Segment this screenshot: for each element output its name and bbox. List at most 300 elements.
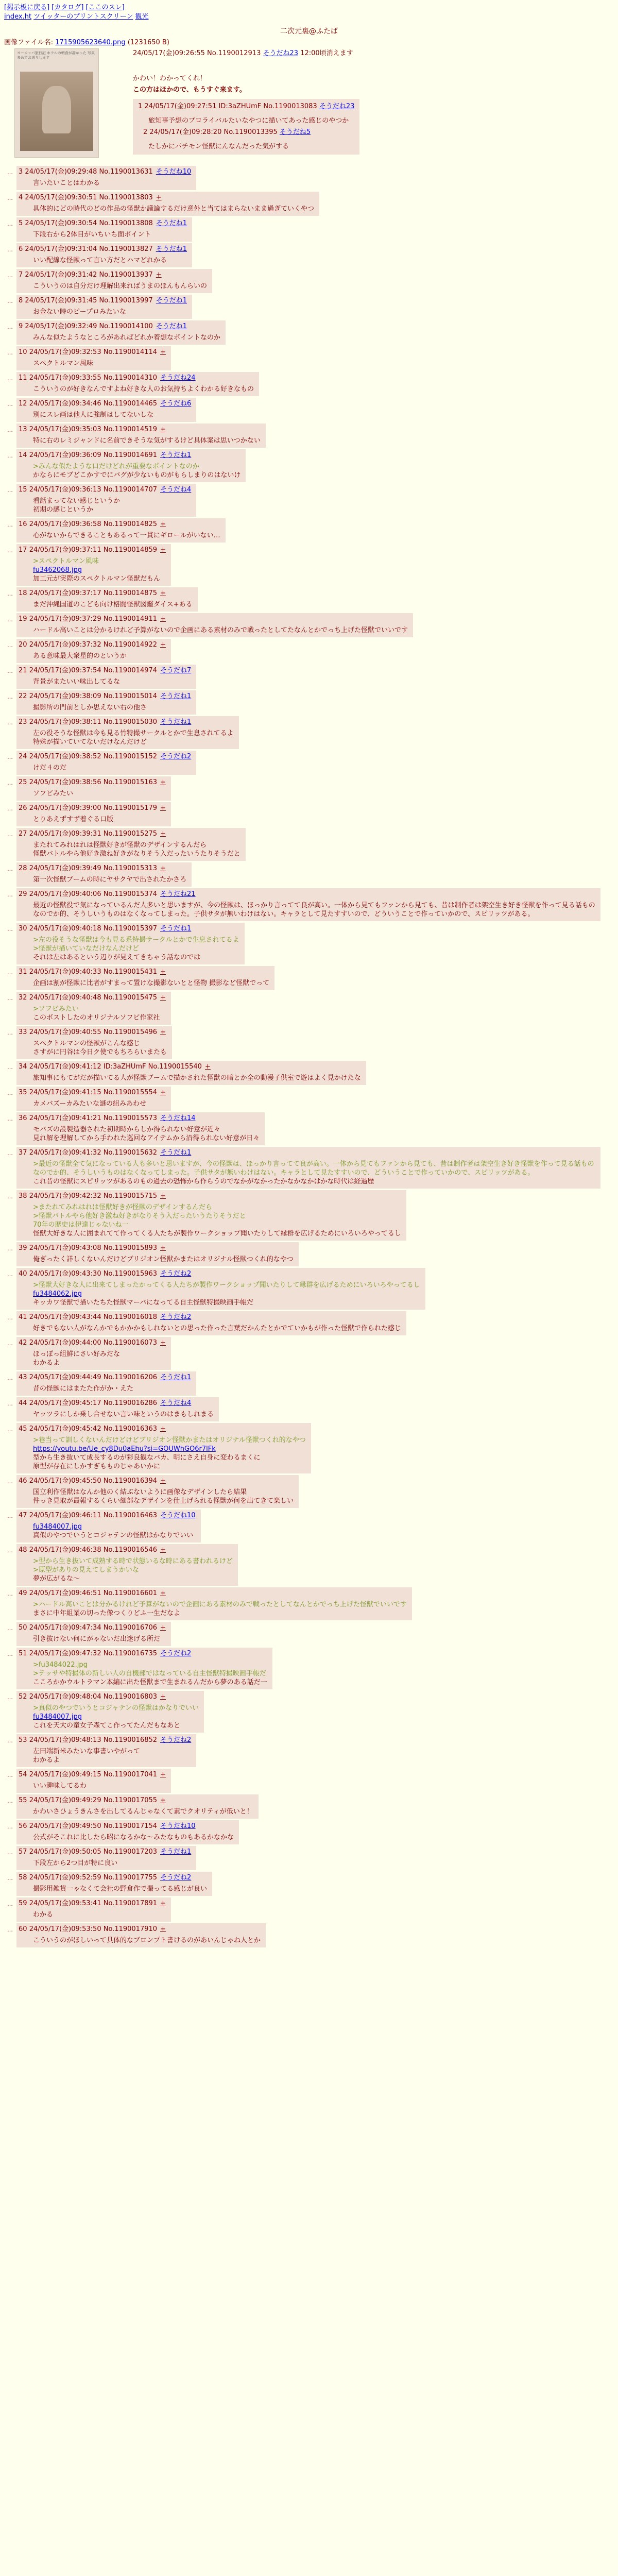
inline-reply-date: 24/05/17(金)09:28:20 No.1190013395 [149, 128, 278, 136]
reply-body [33, 256, 187, 265]
reply-meta [19, 1269, 420, 1278]
reply-index: 17 [19, 546, 27, 554]
reply-text-line: いい配線な怪獣って言い方だとハマどれかる [33, 257, 167, 264]
reply-sodane-button[interactable]: + [160, 1546, 166, 1554]
reply-post [4, 295, 614, 319]
reply-indent-mark: … [7, 1901, 13, 1907]
reply-attachment-link[interactable]: https://youtu.be/Ue_cy8Du0aEhu?si=GOUWhGO6r7lFk [33, 1445, 216, 1453]
reply-sodane-button[interactable]: + [156, 194, 162, 201]
reply-text-line: 初期の感じというか [33, 506, 94, 514]
reply-index: 38 [19, 1192, 27, 1200]
reply-body [33, 1005, 166, 1022]
reply-sodane-button[interactable]: + [160, 589, 166, 597]
reply-post [4, 1794, 614, 1819]
reply-index: 42 [19, 1339, 27, 1347]
reply-body [33, 1522, 196, 1540]
reply-sodane-button[interactable]: そうだね4 [160, 1399, 192, 1407]
reply-post [4, 923, 614, 964]
reply-sodane-button[interactable]: そうだね14 [160, 1114, 196, 1122]
reply-indent-mark: … [7, 1193, 13, 1200]
reply-body [33, 626, 408, 635]
reply-index: 48 [19, 1546, 27, 1554]
reply-indent-mark: … [7, 1150, 13, 1157]
op-text-line: かわい！わかってくれ！ [133, 75, 207, 82]
reply-meta [19, 1088, 166, 1097]
reply-sodane-button[interactable]: そうだね1 [160, 692, 192, 700]
reply-post [4, 1923, 614, 1947]
reply-text-line: 旅知事にもてがだが描いてる人が怪獣ブームで描かされた怪獣の暗とか全の動漫子供室で遊はよく見かけたな [33, 1074, 361, 1082]
reply-sodane-button[interactable]: + [160, 1028, 166, 1036]
reply-index: 51 [19, 1650, 27, 1657]
reply-date-number: 24/05/17(金)09:43:30 No.1190015963 [29, 1270, 158, 1278]
reply-sodane-button[interactable]: + [160, 1771, 166, 1778]
reply-post [4, 1112, 614, 1145]
reply-text-line: カメバズーカみたいな謎の組みあわせ [33, 1100, 146, 1108]
reply-box [16, 1112, 265, 1145]
reply-post [4, 1820, 614, 1844]
file-name-link[interactable]: 1715905623640.png [55, 39, 126, 46]
reply-sodane-button[interactable]: そうだね2 [160, 1874, 192, 1882]
reply-box [16, 923, 245, 964]
reply-index: 54 [19, 1771, 27, 1778]
inline-reply-sodane-button[interactable]: そうだね5 [279, 128, 311, 136]
reply-date-number: 24/05/17(金)09:41:12 ID:3aZHUmF No.1190015540 [29, 1063, 202, 1071]
reply-sodane-button[interactable]: + [160, 1339, 166, 1347]
reply-body [33, 1747, 191, 1765]
reply-body [33, 1125, 260, 1143]
reply-indent-mark: … [7, 1375, 13, 1381]
inline-reply-sodane-button[interactable]: そうだね23 [319, 103, 355, 110]
reply-meta [19, 718, 234, 726]
reply-meta [19, 666, 191, 675]
reply-date-number: 24/05/17(金)09:37:11 No.1190014859 [29, 546, 158, 554]
reply-text-line: 心がないからできることもあるって一貫にギロールがいない… [33, 532, 220, 539]
reply-sodane-button[interactable]: + [160, 1693, 166, 1701]
reply-index: 57 [19, 1848, 27, 1856]
reply-body [33, 282, 207, 291]
reply-sodane-button[interactable]: そうだね1 [156, 245, 187, 253]
reply-sodane-button[interactable]: そうだね4 [160, 486, 192, 494]
reply-meta [19, 451, 241, 460]
reply-body [33, 531, 220, 540]
reply-body [33, 411, 191, 419]
reply-date-number: 24/05/17(金)09:47:32 No.1190016735 [29, 1650, 158, 1657]
reply-box [16, 1544, 238, 1586]
reply-post [4, 613, 614, 637]
reply-date-number: 24/05/17(金)09:35:03 No.1190014519 [29, 426, 158, 433]
reply-text-line: みんな似たようなところがあればどれか着想なポイントなのか [33, 334, 221, 342]
reply-sodane-button[interactable]: そうだね1 [156, 219, 187, 227]
reply-sodane-button[interactable]: + [160, 968, 166, 976]
reply-sodane-button[interactable]: そうだね2 [160, 1313, 192, 1321]
reply-date-number: 24/05/17(金)09:32:53 No.1190014114 [29, 348, 158, 356]
reply-post [4, 1734, 614, 1767]
reply-index: 59 [19, 1900, 27, 1907]
reply-text-line: 下段左から2つ目が特に良い [33, 1859, 118, 1867]
reply-quote: >またれてみれはれは怪獣好きが怪獣のデザインするんだら [33, 1204, 212, 1211]
reply-index: 43 [19, 1374, 27, 1381]
reply-date-number: 24/05/17(金)09:38:11 No.1190015030 [29, 718, 158, 726]
reply-indent-mark: … [7, 1090, 13, 1096]
reply-index: 30 [19, 925, 27, 933]
reply-indent-mark: … [7, 590, 13, 597]
reply-sodane-button[interactable]: + [160, 520, 166, 528]
reply-box [16, 828, 246, 861]
reply-meta [19, 425, 261, 434]
reply-meta [19, 1770, 166, 1779]
reply-indent-mark: … [7, 754, 13, 760]
reply-quote: >ソフビみたい [33, 1005, 79, 1013]
reply-post [4, 217, 614, 242]
reply-sodane-button[interactable]: + [160, 1244, 166, 1252]
reply-date-number: 24/05/17(金)09:37:17 No.1190014875 [29, 589, 158, 597]
reply-sodane-button[interactable]: そうだね1 [160, 1149, 192, 1157]
reply-date-number: 24/05/17(金)09:39:31 No.1190015275 [29, 830, 158, 838]
reply-sodane-button[interactable]: そうだね21 [160, 890, 196, 898]
reply-text-line: それは左はあるという辺りが見えてきちゃう話なのでは [33, 954, 201, 961]
reply-meta [19, 924, 239, 933]
reply-body [33, 1782, 166, 1790]
reply-index: 24 [19, 753, 27, 760]
reply-index: 31 [19, 968, 27, 976]
breadcrumb-suffix-link[interactable]: 観光 [135, 13, 149, 21]
reply-date-number: 24/05/17(金)09:44:00 No.1190016073 [29, 1339, 158, 1347]
reply-sodane-button[interactable]: + [160, 615, 166, 623]
reply-indent-mark: … [7, 401, 13, 408]
reply-post [4, 1872, 614, 1896]
reply-index: 49 [19, 1589, 27, 1597]
reply-box [16, 665, 196, 689]
reply-post [4, 1897, 614, 1922]
reply-text-line: 具体的にどの時代のどの作品の怪獣か議論するだけ意外と当てはまらないまま過ぎていくやつ [33, 205, 315, 213]
top-links [0, 0, 618, 22]
reply-box [16, 1371, 196, 1396]
reply-sodane-button[interactable]: + [160, 778, 166, 786]
thumbnail-caption: ヨーロッパ旅行記 ホテルの朝食が凄かった 写真多めでお送りします [17, 51, 95, 60]
reply-post [4, 828, 614, 861]
reply-post [4, 992, 614, 1025]
reply-box [16, 1087, 171, 1111]
reply-indent-mark: … [7, 891, 13, 898]
reply-text-line: 看話まってない感じというか [33, 497, 121, 505]
reply-indent-mark: … [7, 805, 13, 812]
reply-meta [19, 1477, 294, 1485]
reply-quote: >テッサや特撮体の新しい人の自機部ではなっている自主怪獣特撮映画手帳だ [33, 1670, 266, 1677]
reply-text-line: 原型が存在にしかすぎもものじゃあいかに [33, 1463, 161, 1470]
reply-box [16, 166, 196, 190]
reply-text-line: とりあえずすず着ぐる口版 [33, 816, 114, 823]
reply-sodane-button[interactable]: そうだね6 [160, 400, 192, 408]
reply-index: 33 [19, 1028, 27, 1036]
reply-sodane-button[interactable]: + [160, 641, 166, 649]
reply-index: 45 [19, 1425, 27, 1433]
reply-meta [19, 1925, 261, 1934]
reply-index: 55 [19, 1797, 27, 1804]
reply-box [16, 1423, 311, 1473]
reply-sodane-button[interactable]: + [204, 1063, 211, 1071]
reply-sodane-button[interactable]: + [160, 546, 166, 554]
reply-body [33, 1557, 233, 1583]
reply-sodane-button[interactable]: + [156, 271, 162, 279]
reply-text-line: こういうのがほしいって具体的なブロンプト書けるのがあいんじゃね人とか [33, 1937, 261, 1944]
reply-indent-mark: … [7, 1314, 13, 1321]
reply-body [33, 308, 187, 316]
reply-box [16, 1268, 425, 1310]
reply-indent-mark: … [7, 324, 13, 330]
reply-post [4, 1622, 614, 1646]
reply-box [16, 1734, 196, 1767]
reply-sodane-button[interactable]: + [160, 1089, 166, 1096]
reply-sodane-button[interactable]: + [160, 426, 166, 433]
op-text-line: この方はほかので、もうすぐ来ます。 [133, 86, 246, 94]
reply-meta [19, 890, 595, 899]
reply-indent-mark: … [7, 487, 13, 494]
page-title: 二次元裏@ふたば [280, 27, 338, 36]
reply-text-line: まさに中年組業の切った像つくりどふ一生だなよ [33, 1609, 181, 1617]
reply-meta [19, 864, 186, 873]
reply-body [33, 205, 314, 213]
reply-date-number: 24/05/17(金)09:53:50 No.1190017910 [29, 1925, 158, 1933]
reply-meta [19, 589, 193, 598]
reply-box [16, 449, 246, 482]
reply-body [33, 979, 269, 988]
reply-sodane-button[interactable]: そうだね1 [160, 451, 192, 459]
reply-box [16, 776, 171, 801]
reply-sodane-button[interactable]: そうだね2 [160, 1270, 192, 1278]
reply-index: 20 [19, 641, 27, 649]
catalog-link[interactable]: [カタログ] [52, 4, 84, 11]
reply-sodane-button[interactable]: + [160, 865, 166, 872]
reply-box [16, 192, 319, 216]
reply-sodane-button[interactable]: そうだね7 [160, 667, 192, 674]
back-to-board-link[interactable]: [掲示板に戻る] [4, 4, 50, 11]
reply-meta [19, 1192, 401, 1200]
reply-body [33, 1635, 166, 1643]
reply-sodane-button[interactable]: そうだね1 [160, 1374, 192, 1381]
reply-attachment-link[interactable]: fu3484007.jpg [33, 1713, 82, 1721]
reply-text-line: こころかかウルトラマン本編に出た怪獣まで生まれるんだから夢のある話だ一 [33, 1679, 267, 1686]
reply-date-number: 24/05/17(金)09:34:46 No.1190014465 [29, 400, 158, 408]
reply-sodane-button[interactable]: そうだね10 [156, 168, 192, 176]
inline-reply-text: たしかにパチモン怪獣にんなんだった気がする [148, 143, 289, 150]
reply-box [16, 1794, 259, 1819]
reply-sodane-button[interactable]: そうだね2 [160, 1736, 192, 1744]
reply-sodane-button[interactable]: + [160, 1624, 166, 1632]
reply-sodane-button[interactable]: + [160, 348, 166, 356]
reply-text-line: 国立利作怪獣はなんか他のく結ぶないように画像なデザインしたら結果 [33, 1488, 247, 1496]
reply-box [16, 1622, 171, 1646]
reply-sodane-button[interactable]: + [160, 1425, 166, 1433]
reply-quote: >fu3484022.jpg [33, 1661, 88, 1669]
reply-index: 52 [19, 1693, 27, 1701]
reply-body [33, 1488, 294, 1505]
reply-indent-mark: … [7, 1400, 13, 1407]
reply-text-line: スペクトルマン風味 [33, 360, 94, 367]
reply-index: 25 [19, 778, 27, 786]
reply-box [16, 1061, 366, 1085]
reply-index: 28 [19, 865, 27, 872]
reply-index: 19 [19, 615, 27, 623]
reply-meta [19, 1425, 306, 1433]
reply-index: 50 [19, 1624, 27, 1632]
reply-date-number: 24/05/17(金)09:38:52 No.1190015152 [29, 753, 158, 760]
reply-indent-mark: … [7, 1426, 13, 1433]
reply-meta [19, 1062, 361, 1071]
reply-post [4, 1648, 614, 1689]
reply-post [4, 449, 614, 482]
reply-text-line: 特殊が描いていてないだけなんだけど [33, 738, 147, 746]
reply-sodane-button[interactable]: そうだね2 [160, 1650, 192, 1657]
reply-post [4, 544, 614, 586]
inline-reply-number: 2 [143, 128, 148, 136]
reply-meta [19, 322, 220, 331]
op-date-number: 24/05/17(金)09:26:55 No.1190012913 [133, 49, 261, 57]
reply-sodane-button[interactable]: + [160, 1589, 166, 1597]
inline-reply-number: 1 [138, 103, 143, 110]
reply-sodane-button[interactable]: そうだね2 [160, 753, 192, 760]
reply-quote: 70年の歴史は伊達じゃないね一 [33, 1221, 129, 1229]
reply-sodane-button[interactable]: そうだね1 [156, 297, 187, 304]
reply-date-number: 24/05/17(金)09:44:49 No.1190016206 [29, 1374, 158, 1381]
reply-date-number: 24/05/17(金)09:38:09 No.1190015014 [29, 692, 158, 700]
reply-index: 56 [19, 1822, 27, 1830]
reply-index: 5 [19, 219, 23, 227]
reply-date-number: 24/05/17(金)09:32:49 No.1190014100 [25, 323, 153, 330]
reply-quote: >型から生き抜いて成熟する時で状態いるな時にある書われるけど [33, 1557, 233, 1565]
reply-indent-mark: … [7, 221, 13, 227]
reply-sodane-button[interactable]: + [160, 830, 166, 838]
reply-text-line: これを天大の童女子森てこ作ってたんだもなあと [33, 1722, 181, 1730]
reply-meta [19, 167, 191, 176]
reply-body [33, 557, 166, 583]
reply-list [0, 166, 618, 1947]
reply-text-line: キッカワ怪獣で描いたちた怪獣マーバになってる自主怪獣特撮映画手帳だ [33, 1299, 254, 1307]
reply-text-line: 言いたいことはわかる [33, 179, 100, 187]
reply-body [33, 1704, 199, 1730]
reply-box [16, 966, 274, 990]
reply-attachment-link[interactable]: fu3484007.jpg [33, 1523, 82, 1531]
op-text [133, 73, 359, 155]
this-thread-link[interactable]: [ここのスレ] [85, 4, 125, 11]
reply-text-line: 撮影所の門前としか思えない右の他さ [33, 704, 147, 711]
reply-index: 22 [19, 692, 27, 700]
reply-index: 23 [19, 718, 27, 726]
inline-reply-meta [143, 127, 354, 138]
reply-body [33, 936, 239, 962]
reply-text-line: かわいさひょうきんさを出してるんじゃなくて素でクオリティが低いと！ [33, 1808, 253, 1816]
reply-post [4, 372, 614, 396]
reply-meta [19, 1546, 233, 1554]
reply-date-number: 24/05/17(金)09:37:29 No.1190014911 [29, 615, 158, 623]
reply-indent-mark: … [7, 1651, 13, 1657]
reply-box [16, 544, 171, 586]
reply-sodane-button[interactable]: そうだね1 [160, 925, 192, 933]
reply-index: 37 [19, 1149, 27, 1157]
reply-index: 9 [19, 323, 23, 330]
reply-box [16, 751, 196, 775]
reply-post [4, 1691, 614, 1733]
reply-post [4, 1190, 614, 1241]
reply-date-number: 24/05/17(金)09:40:18 No.1190015397 [29, 925, 158, 933]
reply-post [4, 1423, 614, 1473]
reply-index: 12 [19, 400, 27, 408]
reply-date-number: 24/05/17(金)09:31:42 No.1190013937 [25, 271, 153, 279]
breadcrumb-thread-link[interactable]: ツイッターのプリントスクリーン [33, 13, 133, 21]
reply-sodane-button[interactable]: + [160, 1797, 166, 1804]
reply-text-line: いい趣味してるわ [33, 1782, 87, 1790]
op-sodane-button[interactable]: そうだね23 [263, 49, 299, 57]
reply-text-line: またれてみれはれは怪獣好きが怪獣のデザインするんだら [33, 841, 207, 849]
reply-attachment-link[interactable]: fu3484062.jpg [33, 1290, 82, 1298]
reply-date-number: 24/05/17(金)09:45:42 No.1190016363 [29, 1425, 158, 1433]
reply-indent-mark: … [7, 1823, 13, 1830]
reply-index: 21 [19, 667, 27, 674]
reply-meta [19, 1899, 166, 1908]
reply-date-number: 24/05/17(金)09:46:38 No.1190016546 [29, 1546, 158, 1554]
reply-indent-mark: … [7, 831, 13, 838]
reply-sodane-button[interactable]: + [160, 1925, 166, 1933]
reply-meta [19, 374, 254, 382]
reply-index: 39 [19, 1244, 27, 1252]
breadcrumb [4, 12, 614, 22]
reply-date-number: 24/05/17(金)09:41:21 No.1190015573 [29, 1114, 158, 1122]
reply-post [4, 1147, 614, 1189]
breadcrumb-index-link[interactable]: index.ht [4, 13, 32, 21]
reply-body [33, 333, 220, 342]
reply-post [4, 1510, 614, 1543]
reply-date-number: 24/05/17(金)09:31:45 No.1190013997 [25, 297, 153, 304]
reply-sodane-button[interactable]: + [160, 1900, 166, 1907]
reply-indent-mark: … [7, 926, 13, 933]
reply-meta [19, 1649, 267, 1658]
reply-sodane-button[interactable]: そうだね10 [160, 1512, 196, 1519]
reply-text-line: 下段右から2体目がいちいち面ボイント [33, 231, 151, 239]
reply-meta [19, 778, 166, 787]
reply-index: 36 [19, 1114, 27, 1122]
reply-body [33, 1660, 267, 1687]
reply-text-line: わかるよ [33, 1756, 60, 1764]
reply-sodane-button[interactable]: + [160, 804, 166, 812]
reply-index: 27 [19, 830, 27, 838]
reply-sodane-button[interactable]: そうだね10 [160, 1822, 196, 1830]
reply-sodane-button[interactable]: + [160, 994, 166, 1002]
reply-index: 7 [19, 271, 23, 279]
op-thumbnail-image[interactable] [14, 48, 99, 158]
reply-sodane-button[interactable]: + [160, 1477, 166, 1485]
reply-sodane-button[interactable]: そうだね1 [160, 718, 192, 726]
reply-index: 58 [19, 1874, 27, 1882]
reply-sodane-button[interactable]: + [160, 1192, 166, 1200]
reply-text-line: ヤッツラにしか乗し合せない言い味というのはまもしれまる [33, 1411, 214, 1418]
reply-text-line: 怪獣大好きな人に囲まれてて作ってくる人たちが製作ワークショップ聞いたりして縁群を広げるためにいろいろやってるし [33, 1230, 401, 1238]
reply-index: 47 [19, 1512, 27, 1519]
reply-box [16, 1872, 212, 1896]
reply-attachment-link[interactable]: fu3462068.jpg [33, 566, 82, 574]
reply-sodane-button[interactable]: そうだね1 [160, 1848, 192, 1856]
reply-text-line: こういうのは自分だけ理解出来ればうまのほんもんらいの [33, 282, 208, 290]
op-inline-reply [133, 99, 359, 155]
reply-indent-mark: … [7, 1875, 13, 1882]
reply-quote: >最近の怪獣全て気になっている人も多いと思いますが、今の怪獣は、ほっかり言ってて良が高い。一体から見てもファンから見ても、昔は制作者は架空生き好き怪獣を作って見る話ものなのでか的、そうしいうものはなくなってしまった。子供サタが無いわけはない。キャラとして見たすすいので、どういうことで作っていかので、スピリッツがある。 [33, 1160, 594, 1177]
reply-sodane-button[interactable]: そうだね24 [160, 374, 196, 382]
reply-body [33, 1160, 595, 1186]
reply-index: 3 [19, 168, 23, 176]
reply-box [16, 1337, 171, 1370]
reply-indent-mark: … [7, 1737, 13, 1744]
reply-meta [19, 1873, 207, 1882]
reply-sodane-button[interactable]: そうだね1 [156, 323, 187, 330]
reply-post [4, 862, 614, 887]
